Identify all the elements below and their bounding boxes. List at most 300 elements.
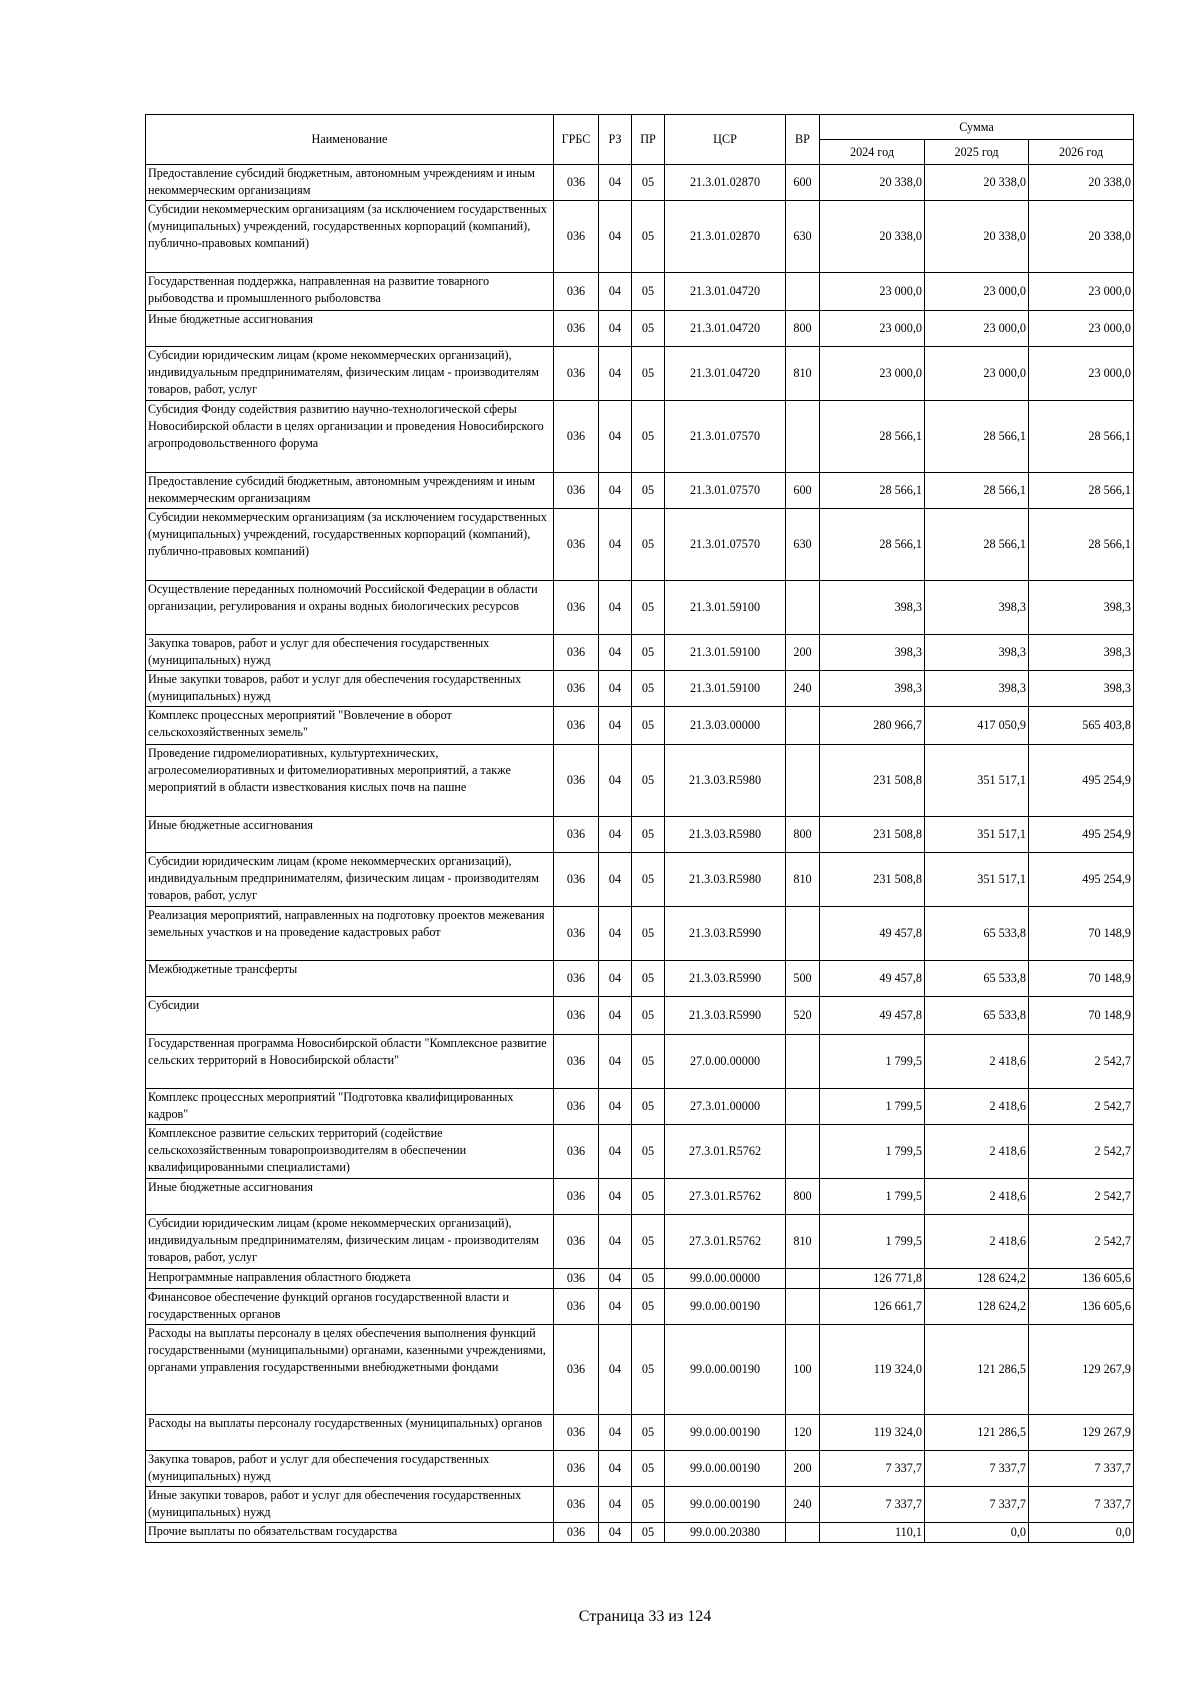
cell-sum-2026: 2 542,7 [1029, 1179, 1134, 1215]
cell-grbs: 036 [554, 1523, 599, 1543]
cell-sum-2026: 398,3 [1029, 581, 1134, 635]
cell-sum-2026: 20 338,0 [1029, 165, 1134, 201]
table-row [146, 311, 1134, 347]
cell-sum-2024: 126 771,8 [820, 1269, 925, 1289]
cell-sum-2025: 417 050,9 [925, 707, 1029, 745]
cell-vr: 240 [786, 671, 820, 707]
cell-grbs: 036 [554, 1215, 599, 1269]
cell-rz: 04 [599, 997, 632, 1035]
cell-csr: 21.3.01.04720 [665, 273, 786, 311]
cell-name: Субсидии юридическим лицам (кроме некоммерческих организаций), индивидуальным предпринимателям, физическим лицам - производителям товаров, работ, услуг [146, 1215, 554, 1269]
cell-rz: 04 [599, 817, 632, 853]
cell-sum-2024: 23 000,0 [820, 347, 925, 401]
cell-rz: 04 [599, 1035, 632, 1089]
cell-csr: 21.3.01.59100 [665, 635, 786, 671]
table-row [146, 707, 1134, 745]
cell-name: Субсидии юридическим лицам (кроме некоммерческих организаций), индивидуальным предпринимателям, физическим лицам - производителям товаров, работ, услуг [146, 853, 554, 907]
table-row [146, 1523, 1134, 1543]
cell-name: Расходы на выплаты персоналу государственных (муниципальных) органов [146, 1415, 554, 1451]
cell-sum-2026: 2 542,7 [1029, 1035, 1134, 1089]
cell-sum-2025: 398,3 [925, 635, 1029, 671]
cell-grbs: 036 [554, 165, 599, 201]
header-grbs: ГРБС [554, 115, 599, 165]
cell-sum-2025: 351 517,1 [925, 745, 1029, 817]
cell-csr: 21.3.01.04720 [665, 347, 786, 401]
cell-pr: 05 [632, 1289, 665, 1325]
cell-sum-2024: 28 566,1 [820, 401, 925, 473]
cell-pr: 05 [632, 1451, 665, 1487]
cell-sum-2025: 7 337,7 [925, 1451, 1029, 1487]
table-row [146, 1089, 1134, 1125]
cell-sum-2024: 7 337,7 [820, 1451, 925, 1487]
cell-sum-2024: 398,3 [820, 635, 925, 671]
cell-grbs: 036 [554, 201, 599, 273]
cell-sum-2026: 23 000,0 [1029, 273, 1134, 311]
cell-sum-2026: 2 542,7 [1029, 1089, 1134, 1125]
cell-pr: 05 [632, 1325, 665, 1415]
cell-pr: 05 [632, 347, 665, 401]
cell-rz: 04 [599, 1415, 632, 1451]
cell-sum-2026: 70 148,9 [1029, 907, 1134, 961]
table-row [146, 581, 1134, 635]
header-year-2026: 2026 год [1029, 140, 1134, 165]
cell-pr: 05 [632, 635, 665, 671]
cell-rz: 04 [599, 347, 632, 401]
table-row [146, 1035, 1134, 1089]
cell-csr: 27.3.01.00000 [665, 1089, 786, 1125]
cell-sum-2026: 7 337,7 [1029, 1487, 1134, 1523]
cell-sum-2026: 136 605,6 [1029, 1289, 1134, 1325]
cell-pr: 05 [632, 907, 665, 961]
cell-sum-2026: 70 148,9 [1029, 961, 1134, 997]
cell-sum-2025: 28 566,1 [925, 401, 1029, 473]
cell-name: Прочие выплаты по обязательствам государства [146, 1523, 554, 1543]
cell-vr [786, 401, 820, 473]
cell-vr: 100 [786, 1325, 820, 1415]
cell-grbs: 036 [554, 581, 599, 635]
cell-name: Иные бюджетные ассигнования [146, 311, 554, 347]
table-row [146, 347, 1134, 401]
cell-pr: 05 [632, 1179, 665, 1215]
cell-name: Предоставление субсидий бюджетным, автономным учреждениям и иным некоммерческим организациям [146, 473, 554, 509]
cell-sum-2025: 351 517,1 [925, 853, 1029, 907]
cell-rz: 04 [599, 1089, 632, 1125]
cell-name: Государственная программа Новосибирской области "Комплексное развитие сельских территорий в Новосибирской области" [146, 1035, 554, 1089]
header-year-2025: 2025 год [925, 140, 1029, 165]
cell-csr: 27.3.01.R5762 [665, 1125, 786, 1179]
cell-csr: 99.0.00.00190 [665, 1487, 786, 1523]
cell-sum-2025: 2 418,6 [925, 1215, 1029, 1269]
cell-grbs: 036 [554, 1415, 599, 1451]
cell-vr: 630 [786, 201, 820, 273]
cell-sum-2026: 23 000,0 [1029, 347, 1134, 401]
table-row [146, 1415, 1134, 1451]
cell-name: Комплексное развитие сельских территорий (содействие сельскохозяйственным товаропроизводителям в обеспечении квалифицированными специалистами) [146, 1125, 554, 1179]
cell-sum-2024: 110,1 [820, 1523, 925, 1543]
table-body [146, 165, 1134, 1543]
cell-sum-2024: 1 799,5 [820, 1089, 925, 1125]
cell-sum-2024: 28 566,1 [820, 473, 925, 509]
cell-name: Комплекс процессных мероприятий "Подготовка квалифицированных кадров" [146, 1089, 554, 1125]
cell-rz: 04 [599, 273, 632, 311]
cell-pr: 05 [632, 1487, 665, 1523]
cell-vr [786, 745, 820, 817]
cell-name: Закупка товаров, работ и услуг для обеспечения государственных (муниципальных) нужд [146, 1451, 554, 1487]
cell-name: Проведение гидромелиоративных, культуртехнических, агролесомелиоративных и фитомелиоративных мероприятий, а также мероприятий в области известкования кислых почв на пашне [146, 745, 554, 817]
table-row [146, 997, 1134, 1035]
cell-sum-2024: 119 324,0 [820, 1415, 925, 1451]
cell-sum-2024: 23 000,0 [820, 311, 925, 347]
page-number: Страница 33 из 124 [578, 1608, 712, 1625]
cell-rz: 04 [599, 1289, 632, 1325]
cell-vr [786, 581, 820, 635]
cell-pr: 05 [632, 1035, 665, 1089]
cell-pr: 05 [632, 671, 665, 707]
cell-csr: 99.0.00.00190 [665, 1289, 786, 1325]
cell-sum-2025: 7 337,7 [925, 1487, 1029, 1523]
table-row [146, 273, 1134, 311]
cell-pr: 05 [632, 401, 665, 473]
cell-vr [786, 1035, 820, 1089]
cell-sum-2026: 23 000,0 [1029, 311, 1134, 347]
cell-sum-2026: 495 254,9 [1029, 853, 1134, 907]
cell-csr: 21.3.01.59100 [665, 581, 786, 635]
cell-vr: 630 [786, 509, 820, 581]
cell-rz: 04 [599, 311, 632, 347]
cell-rz: 04 [599, 635, 632, 671]
cell-sum-2026: 20 338,0 [1029, 201, 1134, 273]
table-row [146, 1451, 1134, 1487]
header-rz: РЗ [599, 115, 632, 165]
cell-csr: 21.3.03.R5990 [665, 907, 786, 961]
cell-pr: 05 [632, 1269, 665, 1289]
cell-sum-2024: 23 000,0 [820, 273, 925, 311]
cell-grbs: 036 [554, 707, 599, 745]
cell-sum-2025: 28 566,1 [925, 509, 1029, 581]
cell-sum-2025: 28 566,1 [925, 473, 1029, 509]
cell-pr: 05 [632, 509, 665, 581]
cell-vr: 810 [786, 347, 820, 401]
cell-pr: 05 [632, 817, 665, 853]
cell-sum-2024: 231 508,8 [820, 745, 925, 817]
cell-pr: 05 [632, 165, 665, 201]
cell-pr: 05 [632, 273, 665, 311]
cell-name: Осуществление переданных полномочий Российской Федерации в области организации, регулирования и охраны водных биологических ресурсов [146, 581, 554, 635]
header-pr: ПР [632, 115, 665, 165]
cell-pr: 05 [632, 707, 665, 745]
cell-grbs: 036 [554, 671, 599, 707]
cell-sum-2026: 129 267,9 [1029, 1325, 1134, 1415]
cell-vr: 600 [786, 473, 820, 509]
table-row [146, 201, 1134, 273]
cell-sum-2026: 495 254,9 [1029, 817, 1134, 853]
cell-sum-2024: 20 338,0 [820, 165, 925, 201]
cell-sum-2026: 70 148,9 [1029, 997, 1134, 1035]
cell-sum-2025: 23 000,0 [925, 347, 1029, 401]
cell-csr: 99.0.00.00190 [665, 1325, 786, 1415]
header-year-2024: 2024 год [820, 140, 925, 165]
cell-sum-2026: 398,3 [1029, 671, 1134, 707]
cell-csr: 27.3.01.R5762 [665, 1215, 786, 1269]
cell-sum-2024: 398,3 [820, 581, 925, 635]
cell-name: Субсидии юридическим лицам (кроме некоммерческих организаций), индивидуальным предпринимателям, физическим лицам - производителям товаров, работ, услуг [146, 347, 554, 401]
cell-csr: 21.3.03.R5990 [665, 961, 786, 997]
cell-csr: 21.3.03.R5980 [665, 745, 786, 817]
cell-csr: 21.3.01.07570 [665, 473, 786, 509]
cell-name: Субсидии некоммерческим организациям (за исключением государственных (муниципальных) учреждений, государственных корпораций (компаний), публично-правовых компаний) [146, 509, 554, 581]
cell-sum-2025: 20 338,0 [925, 201, 1029, 273]
cell-name: Субсидия Фонду содействия развитию научно-технологической сферы Новосибирской области в целях организации и проведения Новосибирского агропродовольственного форума [146, 401, 554, 473]
cell-name: Непрограммные направления областного бюджета [146, 1269, 554, 1289]
cell-sum-2025: 351 517,1 [925, 817, 1029, 853]
cell-vr [786, 907, 820, 961]
cell-grbs: 036 [554, 853, 599, 907]
table-row [146, 671, 1134, 707]
cell-vr [786, 1089, 820, 1125]
cell-pr: 05 [632, 1089, 665, 1125]
cell-vr: 800 [786, 311, 820, 347]
cell-csr: 21.3.01.07570 [665, 401, 786, 473]
cell-vr: 500 [786, 961, 820, 997]
cell-pr: 05 [632, 853, 665, 907]
table-row [146, 817, 1134, 853]
cell-rz: 04 [599, 707, 632, 745]
cell-sum-2024: 49 457,8 [820, 907, 925, 961]
cell-vr: 810 [786, 1215, 820, 1269]
table-row [146, 1325, 1134, 1415]
cell-pr: 05 [632, 1215, 665, 1269]
cell-rz: 04 [599, 401, 632, 473]
cell-sum-2026: 2 542,7 [1029, 1125, 1134, 1179]
cell-sum-2025: 23 000,0 [925, 273, 1029, 311]
cell-sum-2025: 2 418,6 [925, 1035, 1029, 1089]
cell-name: Иные бюджетные ассигнования [146, 817, 554, 853]
cell-csr: 21.3.01.59100 [665, 671, 786, 707]
cell-pr: 05 [632, 1415, 665, 1451]
cell-csr: 27.0.00.00000 [665, 1035, 786, 1089]
cell-csr: 99.0.00.20380 [665, 1523, 786, 1543]
cell-sum-2025: 128 624,2 [925, 1269, 1029, 1289]
cell-rz: 04 [599, 509, 632, 581]
cell-rz: 04 [599, 1325, 632, 1415]
cell-sum-2026: 129 267,9 [1029, 1415, 1134, 1451]
cell-grbs: 036 [554, 745, 599, 817]
table-row [146, 1289, 1134, 1325]
cell-sum-2025: 121 286,5 [925, 1415, 1029, 1451]
cell-name: Межбюджетные трансферты [146, 961, 554, 997]
cell-vr [786, 1523, 820, 1543]
cell-rz: 04 [599, 1215, 632, 1269]
cell-sum-2024: 1 799,5 [820, 1035, 925, 1089]
cell-vr: 810 [786, 853, 820, 907]
cell-sum-2026: 7 337,7 [1029, 1451, 1134, 1487]
cell-grbs: 036 [554, 1269, 599, 1289]
cell-sum-2024: 28 566,1 [820, 509, 925, 581]
cell-vr: 800 [786, 817, 820, 853]
cell-sum-2024: 1 799,5 [820, 1215, 925, 1269]
cell-name: Предоставление субсидий бюджетным, автономным учреждениям и иным некоммерческим организациям [146, 165, 554, 201]
cell-vr: 200 [786, 1451, 820, 1487]
table-row [146, 745, 1134, 817]
cell-rz: 04 [599, 853, 632, 907]
cell-csr: 27.3.01.R5762 [665, 1179, 786, 1215]
cell-name: Субсидии некоммерческим организациям (за исключением государственных (муниципальных) учреждений, государственных корпораций (компаний), публично-правовых компаний) [146, 201, 554, 273]
cell-sum-2026: 28 566,1 [1029, 509, 1134, 581]
table-row [146, 1487, 1134, 1523]
cell-sum-2025: 2 418,6 [925, 1179, 1029, 1215]
cell-pr: 05 [632, 473, 665, 509]
table-row [146, 509, 1134, 581]
cell-rz: 04 [599, 201, 632, 273]
cell-sum-2024: 398,3 [820, 671, 925, 707]
table-row [146, 1215, 1134, 1269]
cell-name: Государственная поддержка, направленная на развитие товарного рыбоводства и промышленного рыболовства [146, 273, 554, 311]
cell-pr: 05 [632, 311, 665, 347]
cell-vr [786, 1125, 820, 1179]
table-row [146, 473, 1134, 509]
table-row [146, 853, 1134, 907]
cell-rz: 04 [599, 671, 632, 707]
cell-vr: 800 [786, 1179, 820, 1215]
cell-csr: 99.0.00.00190 [665, 1451, 786, 1487]
table-row [146, 907, 1134, 961]
cell-sum-2025: 65 533,8 [925, 961, 1029, 997]
cell-grbs: 036 [554, 907, 599, 961]
table-row [146, 1269, 1134, 1289]
cell-name: Комплекс процессных мероприятий "Вовлечение в оборот сельскохозяйственных земель" [146, 707, 554, 745]
cell-name: Иные закупки товаров, работ и услуг для обеспечения государственных (муниципальных) нужд [146, 671, 554, 707]
table-row [146, 165, 1134, 201]
cell-grbs: 036 [554, 1487, 599, 1523]
cell-csr: 21.3.03.R5990 [665, 997, 786, 1035]
cell-grbs: 036 [554, 473, 599, 509]
cell-sum-2025: 128 624,2 [925, 1289, 1029, 1325]
cell-pr: 05 [632, 1523, 665, 1543]
cell-sum-2024: 7 337,7 [820, 1487, 925, 1523]
cell-name: Реализация мероприятий, направленных на подготовку проектов межевания земельных участков и на проведение кадастровых работ [146, 907, 554, 961]
cell-grbs: 036 [554, 997, 599, 1035]
cell-sum-2024: 1 799,5 [820, 1125, 925, 1179]
cell-vr: 200 [786, 635, 820, 671]
header-name: Наименование [146, 115, 554, 165]
cell-sum-2025: 398,3 [925, 671, 1029, 707]
cell-vr: 520 [786, 997, 820, 1035]
cell-csr: 21.3.03.R5980 [665, 817, 786, 853]
cell-grbs: 036 [554, 509, 599, 581]
cell-grbs: 036 [554, 1289, 599, 1325]
cell-name: Расходы на выплаты персоналу в целях обеспечения выполнения функций государственными (муниципальными) органами, казенными учреждениями, органами управления государственными внебюджетными фондами [146, 1325, 554, 1415]
cell-vr: 120 [786, 1415, 820, 1451]
table-row [146, 635, 1134, 671]
cell-pr: 05 [632, 1125, 665, 1179]
cell-sum-2026: 398,3 [1029, 635, 1134, 671]
budget-table [145, 114, 1134, 1543]
cell-sum-2024: 119 324,0 [820, 1325, 925, 1415]
cell-rz: 04 [599, 473, 632, 509]
cell-name: Закупка товаров, работ и услуг для обеспечения государственных (муниципальных) нужд [146, 635, 554, 671]
cell-sum-2026: 136 605,6 [1029, 1269, 1134, 1289]
cell-sum-2024: 231 508,8 [820, 817, 925, 853]
cell-pr: 05 [632, 745, 665, 817]
cell-grbs: 036 [554, 1035, 599, 1089]
header-vr: ВР [786, 115, 820, 165]
cell-sum-2025: 121 286,5 [925, 1325, 1029, 1415]
cell-rz: 04 [599, 581, 632, 635]
cell-grbs: 036 [554, 1451, 599, 1487]
cell-sum-2025: 20 338,0 [925, 165, 1029, 201]
table-row [146, 1125, 1134, 1179]
cell-rz: 04 [599, 961, 632, 997]
cell-csr: 21.3.01.02870 [665, 201, 786, 273]
cell-rz: 04 [599, 907, 632, 961]
cell-vr [786, 1289, 820, 1325]
cell-sum-2025: 65 533,8 [925, 997, 1029, 1035]
cell-sum-2024: 280 966,7 [820, 707, 925, 745]
cell-grbs: 036 [554, 311, 599, 347]
cell-csr: 21.3.03.00000 [665, 707, 786, 745]
cell-name: Иные закупки товаров, работ и услуг для обеспечения государственных (муниципальных) нужд [146, 1487, 554, 1523]
cell-sum-2025: 2 418,6 [925, 1125, 1029, 1179]
cell-grbs: 036 [554, 1325, 599, 1415]
cell-grbs: 036 [554, 347, 599, 401]
cell-csr: 21.3.01.02870 [665, 165, 786, 201]
cell-sum-2025: 2 418,6 [925, 1089, 1029, 1125]
cell-csr: 99.0.00.00190 [665, 1415, 786, 1451]
cell-pr: 05 [632, 997, 665, 1035]
cell-vr [786, 1269, 820, 1289]
cell-rz: 04 [599, 1125, 632, 1179]
table-row [146, 401, 1134, 473]
cell-rz: 04 [599, 1179, 632, 1215]
cell-rz: 04 [599, 1451, 632, 1487]
cell-sum-2025: 23 000,0 [925, 311, 1029, 347]
cell-csr: 99.0.00.00000 [665, 1269, 786, 1289]
cell-sum-2026: 0,0 [1029, 1523, 1134, 1543]
cell-grbs: 036 [554, 1089, 599, 1125]
cell-rz: 04 [599, 745, 632, 817]
cell-grbs: 036 [554, 961, 599, 997]
cell-sum-2025: 398,3 [925, 581, 1029, 635]
cell-grbs: 036 [554, 273, 599, 311]
cell-sum-2024: 1 799,5 [820, 1179, 925, 1215]
table-row [146, 961, 1134, 997]
cell-sum-2026: 495 254,9 [1029, 745, 1134, 817]
cell-sum-2026: 565 403,8 [1029, 707, 1134, 745]
cell-vr [786, 273, 820, 311]
cell-sum-2024: 49 457,8 [820, 961, 925, 997]
cell-grbs: 036 [554, 635, 599, 671]
cell-rz: 04 [599, 165, 632, 201]
cell-sum-2024: 20 338,0 [820, 201, 925, 273]
table-row [146, 1179, 1134, 1215]
cell-vr: 600 [786, 165, 820, 201]
cell-vr: 240 [786, 1487, 820, 1523]
cell-pr: 05 [632, 201, 665, 273]
cell-sum-2024: 231 508,8 [820, 853, 925, 907]
cell-grbs: 036 [554, 817, 599, 853]
cell-rz: 04 [599, 1487, 632, 1523]
cell-rz: 04 [599, 1269, 632, 1289]
cell-sum-2025: 0,0 [925, 1523, 1029, 1543]
cell-csr: 21.3.01.04720 [665, 311, 786, 347]
cell-csr: 21.3.03.R5980 [665, 853, 786, 907]
cell-rz: 04 [599, 1523, 632, 1543]
cell-sum-2024: 49 457,8 [820, 997, 925, 1035]
cell-sum-2025: 65 533,8 [925, 907, 1029, 961]
cell-csr: 21.3.01.07570 [665, 509, 786, 581]
cell-grbs: 036 [554, 1125, 599, 1179]
cell-sum-2026: 28 566,1 [1029, 401, 1134, 473]
